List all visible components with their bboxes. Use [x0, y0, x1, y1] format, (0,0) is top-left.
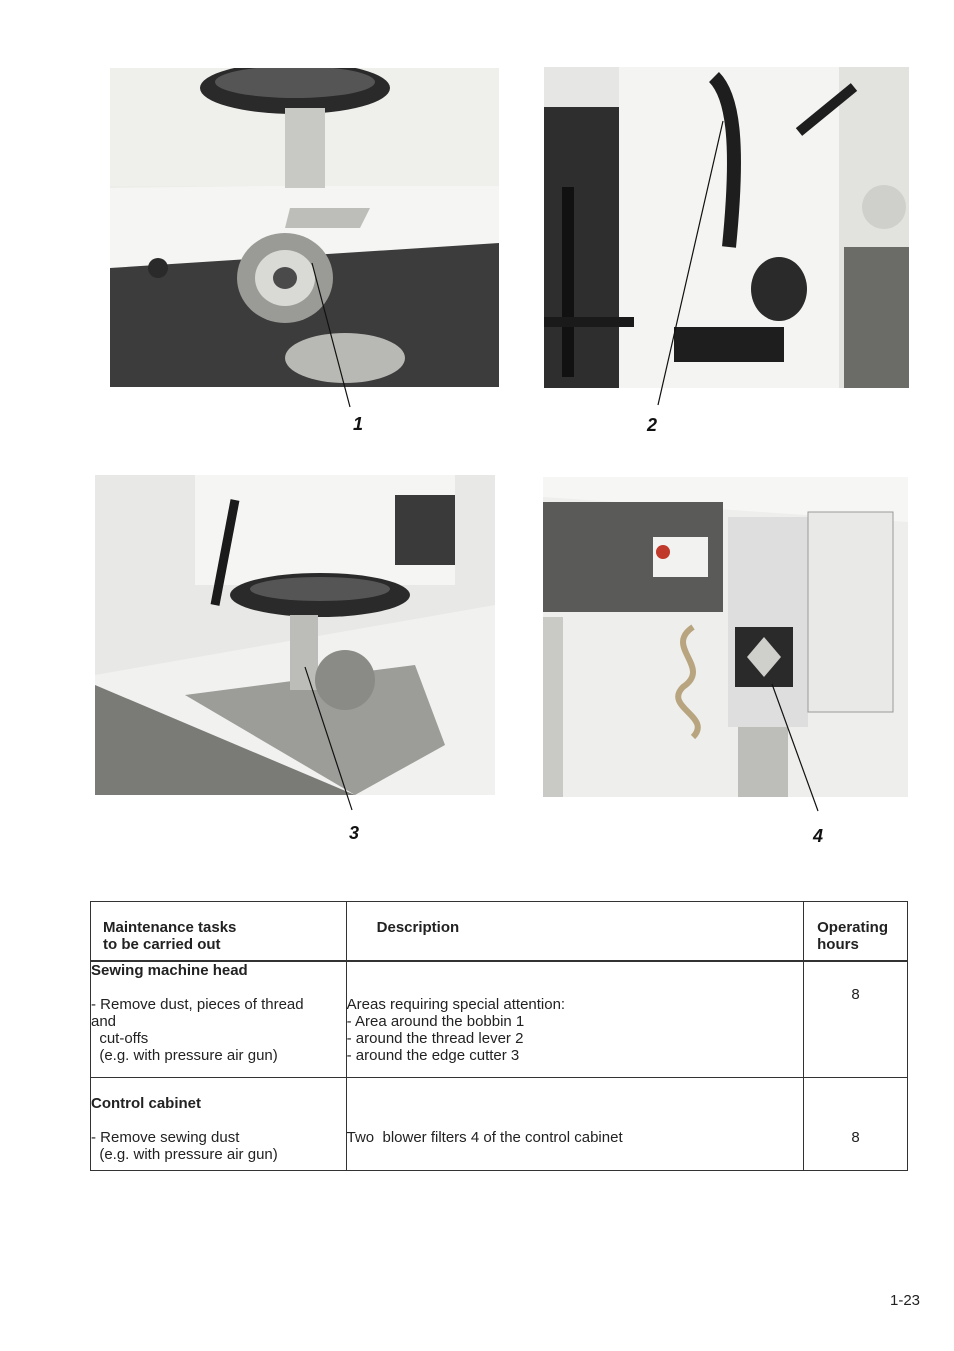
task-line: - Remove sewing dust: [91, 1128, 240, 1146]
row-2-tasks: [91, 1077, 347, 1170]
header-hours: Operating hours: [817, 919, 888, 953]
header-description-cell: [346, 902, 804, 962]
task-line: (e.g. with pressure air gun): [91, 1047, 278, 1064]
row-2-hours: 8: [804, 1077, 908, 1170]
section-title-control-cabinet: Control cabinet: [91, 1094, 202, 1112]
photo-control-cabinet: [543, 477, 908, 797]
header-tasks-cell: [91, 902, 347, 962]
header-hours-cell: [804, 902, 908, 962]
edge-cutter-illustration: [95, 475, 495, 795]
section-title-sewing-head: Sewing machine head: [91, 962, 248, 979]
callout-number-4: 4: [813, 826, 824, 846]
table-row: [91, 1077, 908, 1170]
description-line: Areas requiring special attention:: [346, 996, 566, 1013]
task-line: (e.g. with pressure air gun): [91, 1145, 278, 1163]
thread-lever-illustration: [544, 67, 909, 388]
description-line: - around the edge cutter 3: [346, 1047, 520, 1064]
photo-thread-lever: [544, 67, 909, 388]
callout-number-2: 2: [647, 415, 658, 435]
maintenance-table: [90, 901, 908, 1171]
callout-number-3: 3: [349, 823, 360, 843]
row-1-hours: 8: [804, 961, 908, 1077]
control-cabinet-illustration: [543, 477, 908, 797]
description-line: - Area around the bobbin 1: [346, 1013, 525, 1030]
row-1-description: [346, 961, 804, 1077]
task-line: and: [91, 1013, 117, 1030]
photo-edge-cutter: [95, 475, 495, 795]
photo-bobbin-area: [110, 68, 499, 387]
callout-number-1: 1: [353, 414, 364, 434]
bobbin-area-illustration: [110, 68, 499, 387]
task-line: cut-offs: [91, 1030, 149, 1047]
table-row: [91, 961, 908, 1077]
task-line: - Remove dust, pieces of thread: [91, 996, 304, 1013]
page-number: 1-23: [890, 1292, 921, 1309]
header-description: Description: [376, 919, 460, 936]
table-header-row: [91, 902, 908, 962]
header-tasks: Maintenance tasks to be carried out: [103, 919, 237, 953]
row-1-tasks: [91, 961, 347, 1077]
description-line: - around the thread lever 2: [346, 1030, 524, 1047]
description-line: Two blower filters 4 of the control cabinet: [346, 1128, 623, 1146]
row-2-description: [346, 1077, 804, 1170]
